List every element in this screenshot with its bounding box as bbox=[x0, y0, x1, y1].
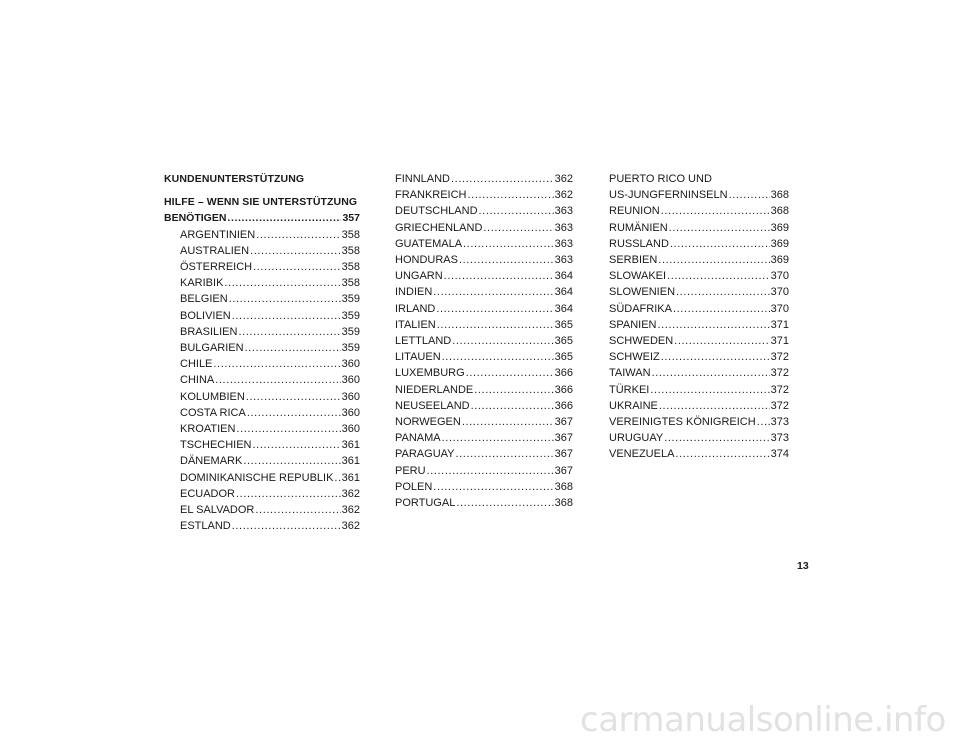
toc-entry[interactable] bbox=[609, 446, 789, 462]
toc-entry-name: RUMÄNIEN bbox=[609, 221, 668, 234]
toc-entry[interactable] bbox=[164, 405, 360, 421]
toc-entry-name: UKRAINE bbox=[609, 399, 658, 412]
toc-entry-name: SÜDAFRIKA bbox=[609, 302, 672, 315]
toc-entry[interactable] bbox=[164, 518, 360, 534]
toc-entry-page: 357 bbox=[342, 212, 360, 225]
toc-entry[interactable] bbox=[395, 236, 573, 252]
dot-leader bbox=[213, 356, 340, 372]
toc-entry-page: 366 bbox=[554, 383, 573, 396]
toc-entry-page: 362 bbox=[554, 173, 573, 185]
dot-leader bbox=[433, 284, 553, 300]
dot-leader bbox=[215, 372, 340, 388]
toc-entry-name: KARIBIK bbox=[180, 277, 224, 290]
toc-entry[interactable] bbox=[164, 389, 360, 405]
toc-entry[interactable] bbox=[164, 324, 360, 340]
toc-entry-page: 362 bbox=[341, 504, 360, 517]
toc-entry[interactable] bbox=[164, 470, 360, 486]
toc-entry-page: 359 bbox=[341, 309, 360, 322]
toc-entry-name: VENEZUELA bbox=[609, 448, 675, 461]
toc-entry-name: TAIWAN bbox=[609, 367, 651, 380]
toc-entry-name: BENÖTIGEN bbox=[164, 212, 227, 225]
dot-leader bbox=[652, 365, 770, 381]
dot-leader bbox=[232, 518, 341, 534]
toc-entry-page: 363 bbox=[554, 205, 573, 218]
toc-entry-name: GUATEMALA bbox=[395, 237, 463, 250]
toc-entry[interactable] bbox=[395, 349, 573, 365]
toc-entry[interactable] bbox=[609, 284, 789, 300]
toc-entry[interactable] bbox=[395, 220, 573, 236]
dot-leader bbox=[729, 187, 770, 203]
watermark: carmanualsonline.info bbox=[580, 700, 946, 740]
toc-column-3 bbox=[609, 171, 789, 463]
dot-leader bbox=[433, 479, 553, 495]
toc-entry-name: PORTUGAL bbox=[395, 497, 456, 510]
toc-entry-name: KOLUMBIEN bbox=[180, 390, 245, 403]
toc-entry-page: 359 bbox=[341, 342, 360, 355]
toc-entry-name: PERU bbox=[395, 464, 426, 477]
dot-leader bbox=[427, 463, 554, 479]
toc-entry[interactable] bbox=[609, 220, 789, 236]
toc-entry-page: 363 bbox=[554, 237, 573, 250]
dot-leader bbox=[483, 220, 553, 236]
toc-entry-page: 372 bbox=[770, 399, 789, 412]
dot-leader bbox=[661, 203, 770, 219]
toc-entry[interactable] bbox=[609, 414, 789, 430]
section-title-kundenunterstuetzung: KUNDENUNTERSTÜTZUNG bbox=[164, 173, 305, 185]
toc-entry-name: FRANKREICH bbox=[395, 189, 467, 202]
toc-entry[interactable] bbox=[609, 430, 789, 446]
dot-leader bbox=[650, 382, 769, 398]
toc-entry-name: BRASILIEN bbox=[180, 325, 238, 338]
toc-entry[interactable] bbox=[164, 502, 360, 518]
toc-entry-name: SERBIEN bbox=[609, 254, 658, 267]
toc-entry-name: SLOWENIEN bbox=[609, 286, 676, 299]
toc-entry-name: NORWEGEN bbox=[395, 416, 461, 429]
toc-entry-page: 368 bbox=[770, 205, 789, 218]
toc-entry-name: PANAMA bbox=[395, 432, 441, 445]
toc-entry[interactable] bbox=[395, 430, 573, 446]
toc-entry-name: GRIECHENLAND bbox=[395, 221, 483, 234]
toc-entry-name: BOLIVIEN bbox=[180, 309, 231, 322]
toc-entry-page: 363 bbox=[554, 254, 573, 267]
toc-entry-name: DÄNEMARK bbox=[180, 455, 243, 468]
toc-entry-page: 360 bbox=[341, 406, 360, 419]
toc-entry[interactable] bbox=[395, 301, 573, 317]
toc-entry-name: LUXEMBURG bbox=[395, 367, 465, 380]
toc-entry-page: 372 bbox=[770, 351, 789, 364]
toc-entry-name: COSTA RICA bbox=[180, 406, 246, 419]
toc-entry-page: 370 bbox=[770, 286, 789, 299]
dot-leader bbox=[247, 405, 341, 421]
dot-leader bbox=[442, 349, 554, 365]
toc-entry[interactable] bbox=[609, 317, 789, 333]
dot-leader bbox=[659, 398, 770, 414]
dot-leader bbox=[456, 495, 553, 511]
dot-leader bbox=[664, 430, 769, 446]
toc-entry[interactable] bbox=[395, 479, 573, 495]
toc-entry-name: ITALIEN bbox=[395, 318, 436, 331]
toc-entry-name: TSCHECHIEN bbox=[180, 439, 252, 452]
dot-leader bbox=[227, 210, 341, 226]
toc-entry[interactable] bbox=[395, 382, 573, 398]
toc-entry-benoetigen[interactable] bbox=[164, 210, 360, 226]
toc-entry[interactable] bbox=[164, 275, 360, 291]
dot-leader bbox=[667, 268, 770, 284]
toc-entry[interactable] bbox=[609, 382, 789, 398]
toc-entry-name: TÜRKEI bbox=[609, 383, 650, 396]
toc-entry-name: ECUADOR bbox=[180, 487, 236, 500]
toc-entry-page: 371 bbox=[770, 318, 789, 331]
toc-entry-name: LITAUEN bbox=[395, 351, 441, 364]
toc-entry[interactable] bbox=[609, 203, 789, 219]
toc-entry[interactable] bbox=[609, 333, 789, 349]
toc-entry-page: 366 bbox=[554, 367, 573, 380]
dot-leader bbox=[236, 486, 341, 502]
toc-entry-name: ESTLAND bbox=[180, 520, 231, 533]
toc-entry[interactable] bbox=[395, 333, 573, 349]
toc-entry[interactable] bbox=[395, 446, 573, 462]
toc-entry[interactable] bbox=[395, 268, 573, 284]
dot-leader bbox=[657, 317, 769, 333]
toc-entry-page: 367 bbox=[554, 464, 573, 477]
toc-entry-name: RUSSLAND bbox=[609, 237, 669, 250]
toc-entry-page: 363 bbox=[554, 221, 573, 234]
dot-leader bbox=[459, 252, 554, 268]
dot-leader bbox=[674, 333, 769, 349]
toc-entry-name: DEUTSCHLAND bbox=[395, 205, 478, 218]
toc-entry[interactable] bbox=[395, 317, 573, 333]
toc-entry-name: IRLAND bbox=[395, 302, 436, 315]
toc-entry-name: SCHWEIZ bbox=[609, 351, 660, 364]
toc-entry[interactable] bbox=[395, 187, 573, 203]
toc-column-2 bbox=[395, 171, 573, 511]
toc-entry-page: 358 bbox=[341, 244, 360, 257]
toc-list-col1 bbox=[164, 227, 360, 535]
toc-entry[interactable] bbox=[395, 365, 573, 381]
toc-entry-page: 372 bbox=[770, 367, 789, 380]
toc-entry-page: 369 bbox=[770, 254, 789, 267]
toc-entry[interactable] bbox=[164, 437, 360, 453]
toc-entry-name: ÖSTERREICH bbox=[180, 261, 253, 274]
dot-leader bbox=[253, 259, 341, 275]
dot-leader bbox=[451, 171, 554, 187]
toc-entry-page: 367 bbox=[554, 432, 573, 445]
toc-entry[interactable] bbox=[395, 203, 573, 219]
toc-entry[interactable] bbox=[395, 171, 573, 187]
toc-entry-puerto-rico-line1: PUERTO RICO UND bbox=[609, 173, 712, 185]
dot-leader bbox=[444, 268, 554, 284]
toc-entry-name: CHINA bbox=[180, 374, 215, 387]
toc-entry-page: 362 bbox=[341, 520, 360, 533]
toc-entry-name: UNGARN bbox=[395, 270, 443, 283]
toc-entry[interactable] bbox=[395, 398, 573, 414]
toc-entry[interactable] bbox=[609, 187, 789, 203]
toc-entry-page: 371 bbox=[770, 335, 789, 348]
toc-entry-name: HONDURAS bbox=[395, 254, 458, 267]
toc-entry-page: 368 bbox=[554, 497, 573, 510]
dot-leader bbox=[474, 382, 553, 398]
toc-entry-name: URUGUAY bbox=[609, 432, 664, 445]
dot-leader bbox=[232, 308, 341, 324]
toc-entry-name: SCHWEDEN bbox=[609, 335, 674, 348]
dot-leader bbox=[253, 437, 341, 453]
toc-entry[interactable] bbox=[164, 421, 360, 437]
toc-entry-name: NEUSEELAND bbox=[395, 399, 470, 412]
dot-leader bbox=[442, 430, 554, 446]
dot-leader bbox=[436, 301, 553, 317]
toc-entry-page: 361 bbox=[341, 439, 360, 452]
toc-entry-name: SPANIEN bbox=[609, 318, 657, 331]
dot-leader bbox=[243, 453, 340, 469]
toc-entry-page: 364 bbox=[554, 286, 573, 299]
toc-entry-name: SLOWAKEI bbox=[609, 270, 667, 283]
toc-entry-page: 365 bbox=[554, 318, 573, 331]
dot-leader bbox=[673, 301, 770, 317]
toc-entry-name: VEREINIGTES KÖNIGREICH bbox=[609, 416, 756, 429]
toc-entry[interactable] bbox=[164, 291, 360, 307]
dot-leader bbox=[479, 203, 554, 219]
dot-leader bbox=[229, 291, 341, 307]
toc-entry-name: AUSTRALIEN bbox=[180, 244, 250, 257]
dot-leader bbox=[456, 446, 554, 462]
toc-entry-name: NIEDERLANDE bbox=[395, 383, 474, 396]
toc-entry-page: 368 bbox=[554, 480, 573, 493]
dot-leader bbox=[669, 220, 770, 236]
toc-entry-page: 369 bbox=[770, 237, 789, 250]
toc-entry-page: 367 bbox=[554, 448, 573, 461]
dot-leader bbox=[452, 333, 553, 349]
toc-entry-page: 360 bbox=[341, 358, 360, 371]
toc-column-1 bbox=[164, 171, 360, 534]
dot-leader bbox=[255, 502, 340, 518]
toc-entry-page: 373 bbox=[770, 416, 789, 429]
dot-leader bbox=[334, 470, 340, 486]
toc-entry[interactable] bbox=[395, 414, 573, 430]
toc-entry[interactable] bbox=[164, 453, 360, 469]
dot-leader bbox=[670, 236, 770, 252]
toc-entry-name: BELGIEN bbox=[180, 293, 228, 306]
toc-entry-page: 374 bbox=[770, 448, 789, 461]
toc-entry-name: BULGARIEN bbox=[180, 342, 244, 355]
dot-leader bbox=[224, 275, 340, 291]
dot-leader bbox=[463, 236, 554, 252]
toc-entry[interactable] bbox=[609, 349, 789, 365]
dot-leader bbox=[238, 324, 340, 340]
toc-entry[interactable] bbox=[164, 243, 360, 259]
toc-entry-page: 361 bbox=[341, 455, 360, 468]
toc-entry-page: 364 bbox=[554, 270, 573, 283]
toc-entry-name: LETTLAND bbox=[395, 335, 452, 348]
toc-entry-page: 364 bbox=[554, 302, 573, 315]
toc-entry-name: REUNION bbox=[609, 205, 660, 218]
dot-leader bbox=[468, 187, 554, 203]
toc-entry[interactable] bbox=[164, 372, 360, 388]
toc-entry-page: 365 bbox=[554, 351, 573, 364]
toc-entry-page: 360 bbox=[341, 423, 360, 436]
toc-entry-name: CHILE bbox=[180, 358, 213, 371]
toc-entry-page: 359 bbox=[341, 325, 360, 338]
toc-entry-page: 372 bbox=[770, 383, 789, 396]
toc-entry[interactable] bbox=[609, 252, 789, 268]
toc-entry-page: 361 bbox=[341, 471, 360, 484]
toc-entry-name: POLEN bbox=[395, 480, 433, 493]
toc-entry-page: 360 bbox=[341, 390, 360, 403]
toc-entry-page: 366 bbox=[554, 399, 573, 412]
toc-entry-name: PARAGUAY bbox=[395, 448, 455, 461]
dot-leader bbox=[466, 365, 554, 381]
toc-entry-page: 370 bbox=[770, 270, 789, 283]
toc-entry-name: FINNLAND bbox=[395, 173, 451, 185]
toc-entry[interactable] bbox=[395, 495, 573, 511]
toc-entry-page: 358 bbox=[341, 228, 360, 241]
toc-entry-page: 373 bbox=[770, 432, 789, 445]
toc-entry-name: KROATIEN bbox=[180, 423, 236, 436]
toc-entry[interactable] bbox=[609, 236, 789, 252]
toc-entry-page: 362 bbox=[554, 189, 573, 202]
page-number: 13 bbox=[797, 560, 809, 572]
toc-entry-page: 365 bbox=[554, 335, 573, 348]
dot-leader bbox=[661, 349, 770, 365]
dot-leader bbox=[246, 389, 341, 405]
dot-leader bbox=[236, 421, 340, 437]
toc-entry[interactable] bbox=[164, 259, 360, 275]
toc-entry-page: 368 bbox=[770, 189, 789, 202]
toc-entry[interactable] bbox=[164, 486, 360, 502]
toc-entry[interactable] bbox=[395, 463, 573, 479]
toc-list-col2 bbox=[395, 171, 573, 511]
toc-entry-page: 362 bbox=[341, 487, 360, 500]
toc-entry[interactable] bbox=[609, 365, 789, 381]
toc-entry-page: 367 bbox=[554, 416, 573, 429]
dot-leader bbox=[462, 414, 554, 430]
dot-leader bbox=[658, 252, 769, 268]
toc-entry[interactable] bbox=[395, 252, 573, 268]
dot-leader bbox=[256, 227, 340, 243]
toc-entry-name: US-JUNGFERNINSELN bbox=[609, 189, 728, 202]
dot-leader bbox=[757, 414, 770, 430]
toc-entry-name: DOMINIKANISCHE REPUBLIK bbox=[180, 471, 334, 484]
dot-leader bbox=[471, 398, 554, 414]
toc-entry-name: ARGENTINIEN bbox=[180, 228, 256, 241]
toc-entry-page: 359 bbox=[341, 293, 360, 306]
toc-entry[interactable] bbox=[164, 308, 360, 324]
dot-leader bbox=[676, 284, 770, 300]
dot-leader bbox=[245, 340, 341, 356]
toc-entry[interactable] bbox=[609, 398, 789, 414]
dot-leader bbox=[437, 317, 554, 333]
toc-entry[interactable] bbox=[395, 284, 573, 300]
toc-entry-page: 358 bbox=[341, 277, 360, 290]
toc-entry[interactable] bbox=[609, 268, 789, 284]
toc-entry[interactable] bbox=[164, 340, 360, 356]
dot-leader bbox=[250, 243, 341, 259]
toc-entry-page: 360 bbox=[341, 374, 360, 387]
toc-entry[interactable] bbox=[164, 227, 360, 243]
toc-entry-page: 358 bbox=[341, 261, 360, 274]
dot-leader bbox=[675, 446, 769, 462]
toc-entry[interactable] bbox=[609, 301, 789, 317]
toc-list-col3 bbox=[609, 187, 789, 462]
toc-entry-page: 370 bbox=[770, 302, 789, 315]
toc-entry-page: 369 bbox=[770, 221, 789, 234]
toc-entry[interactable] bbox=[164, 356, 360, 372]
toc-entry-name: INDIEN bbox=[395, 286, 433, 299]
section-title-hilfe: HILFE – WENN SIE UNTERSTÜTZUNG bbox=[164, 196, 358, 209]
toc-entry-name: EL SALVADOR bbox=[180, 504, 255, 517]
